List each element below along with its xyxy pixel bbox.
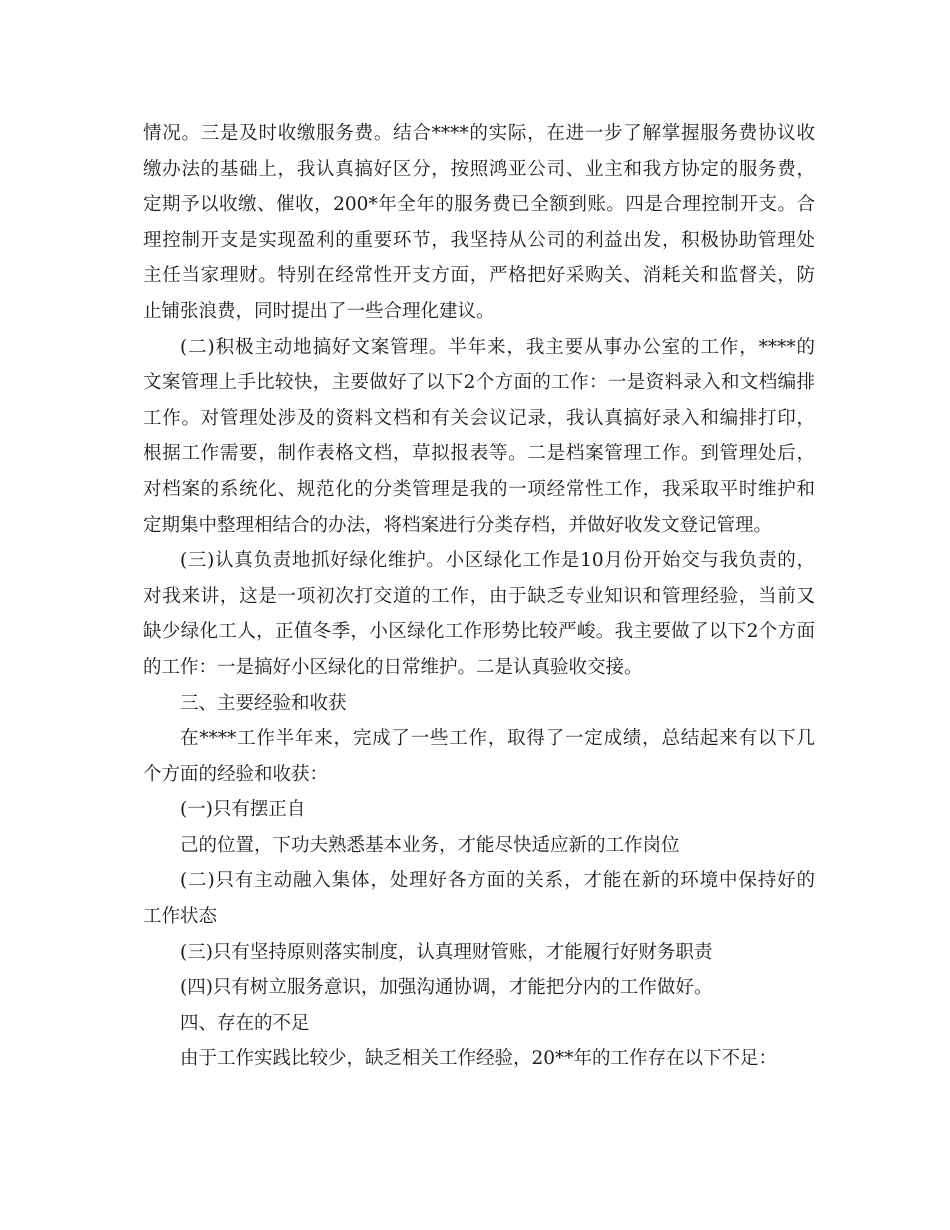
text-line: 根据工作需要，制作表格文档，草拟报表等。二是档案管理工作。到管理处后， bbox=[143, 443, 815, 465]
text-line: 三、主要经验和收获 bbox=[180, 692, 347, 714]
text-line: (三)只有坚持原则落实制度，认真理财管账，才能履行好财务职责 bbox=[180, 941, 713, 963]
text-line: 四、存在的不足 bbox=[180, 1012, 310, 1034]
text-line: 理控制开支是实现盈利的重要环节，我坚持从公司的利益出发，积极协助管理处 bbox=[143, 229, 815, 251]
text-line: 对我来讲，这是一项初次打交道的工作，由于缺乏专业知识和管理经验，当前又 bbox=[143, 585, 815, 607]
text-line: (二)只有主动融入集体，处理好各方面的关系，才能在新的环境中保持好的 bbox=[180, 870, 815, 892]
text-line: 缴办法的基础上，我认真搞好区分，按照鸿亚公司、业主和我方协定的服务费， bbox=[143, 158, 815, 180]
text-line: 情况。三是及时收缴服务费。结合****的实际，在进一步了解掌握服务费协议收 bbox=[143, 123, 815, 144]
text-line: 定期予以收缴、催收，200*年全年的服务费已全额到账。四是合理控制开支。合 bbox=[143, 194, 815, 216]
text-line: 缺少绿化工人，正值冬季，小区绿化工作形势比较严峻。我主要做了以下2个方面 bbox=[143, 621, 815, 643]
text-line: 个方面的经验和收获： bbox=[143, 763, 329, 785]
text-line: (二)积极主动地搞好文案管理。半年来，我主要从事办公室的工作，****的 bbox=[180, 336, 815, 358]
text-line: 的工作：一是搞好小区绿化的日常维护。二是认真验收交接。 bbox=[143, 656, 643, 678]
text-line: (四)只有树立服务意识，加强沟通协调，才能把分内的工作做好。 bbox=[180, 977, 713, 999]
text-line: 文案管理上手比较快，主要做好了以下2个方面的工作：一是资料录入和文档编排 bbox=[143, 372, 815, 394]
text-line: 定期集中整理相结合的办法，将档案进行分类存档，并做好收发文登记管理。 bbox=[143, 514, 773, 536]
text-line: 对档案的系统化、规范化的分类管理是我的一项经常性工作，我采取平时维护和 bbox=[143, 478, 815, 500]
text-line: 主任当家理财。特别在经常性开支方面，严格把好采购关、消耗关和监督关，防 bbox=[143, 265, 815, 287]
text-line: 己的位置，下功夫熟悉基本业务，才能尽快适应新的工作岗位 bbox=[180, 834, 680, 856]
document-body bbox=[143, 116, 815, 1077]
text-line: 由于工作实践比较少，缺乏相关工作经验，20**年的工作存在以下不足： bbox=[180, 1048, 778, 1070]
text-line: 工作状态 bbox=[143, 906, 218, 928]
text-line: (三)认真负责地抓好绿化维护。小区绿化工作是10月份开始交与我负责的， bbox=[180, 550, 815, 572]
text-line: 工作。对管理处涉及的资料文档和有关会议记录，我认真搞好录入和编排打印， bbox=[143, 407, 815, 429]
text-line: (一)只有摆正自 bbox=[180, 799, 306, 821]
text-line: 止铺张浪费，同时提出了一些合理化建议。 bbox=[143, 300, 495, 322]
text-line: 在****工作半年来，完成了一些工作，取得了一定成绩，总结起来有以下几 bbox=[180, 728, 815, 750]
